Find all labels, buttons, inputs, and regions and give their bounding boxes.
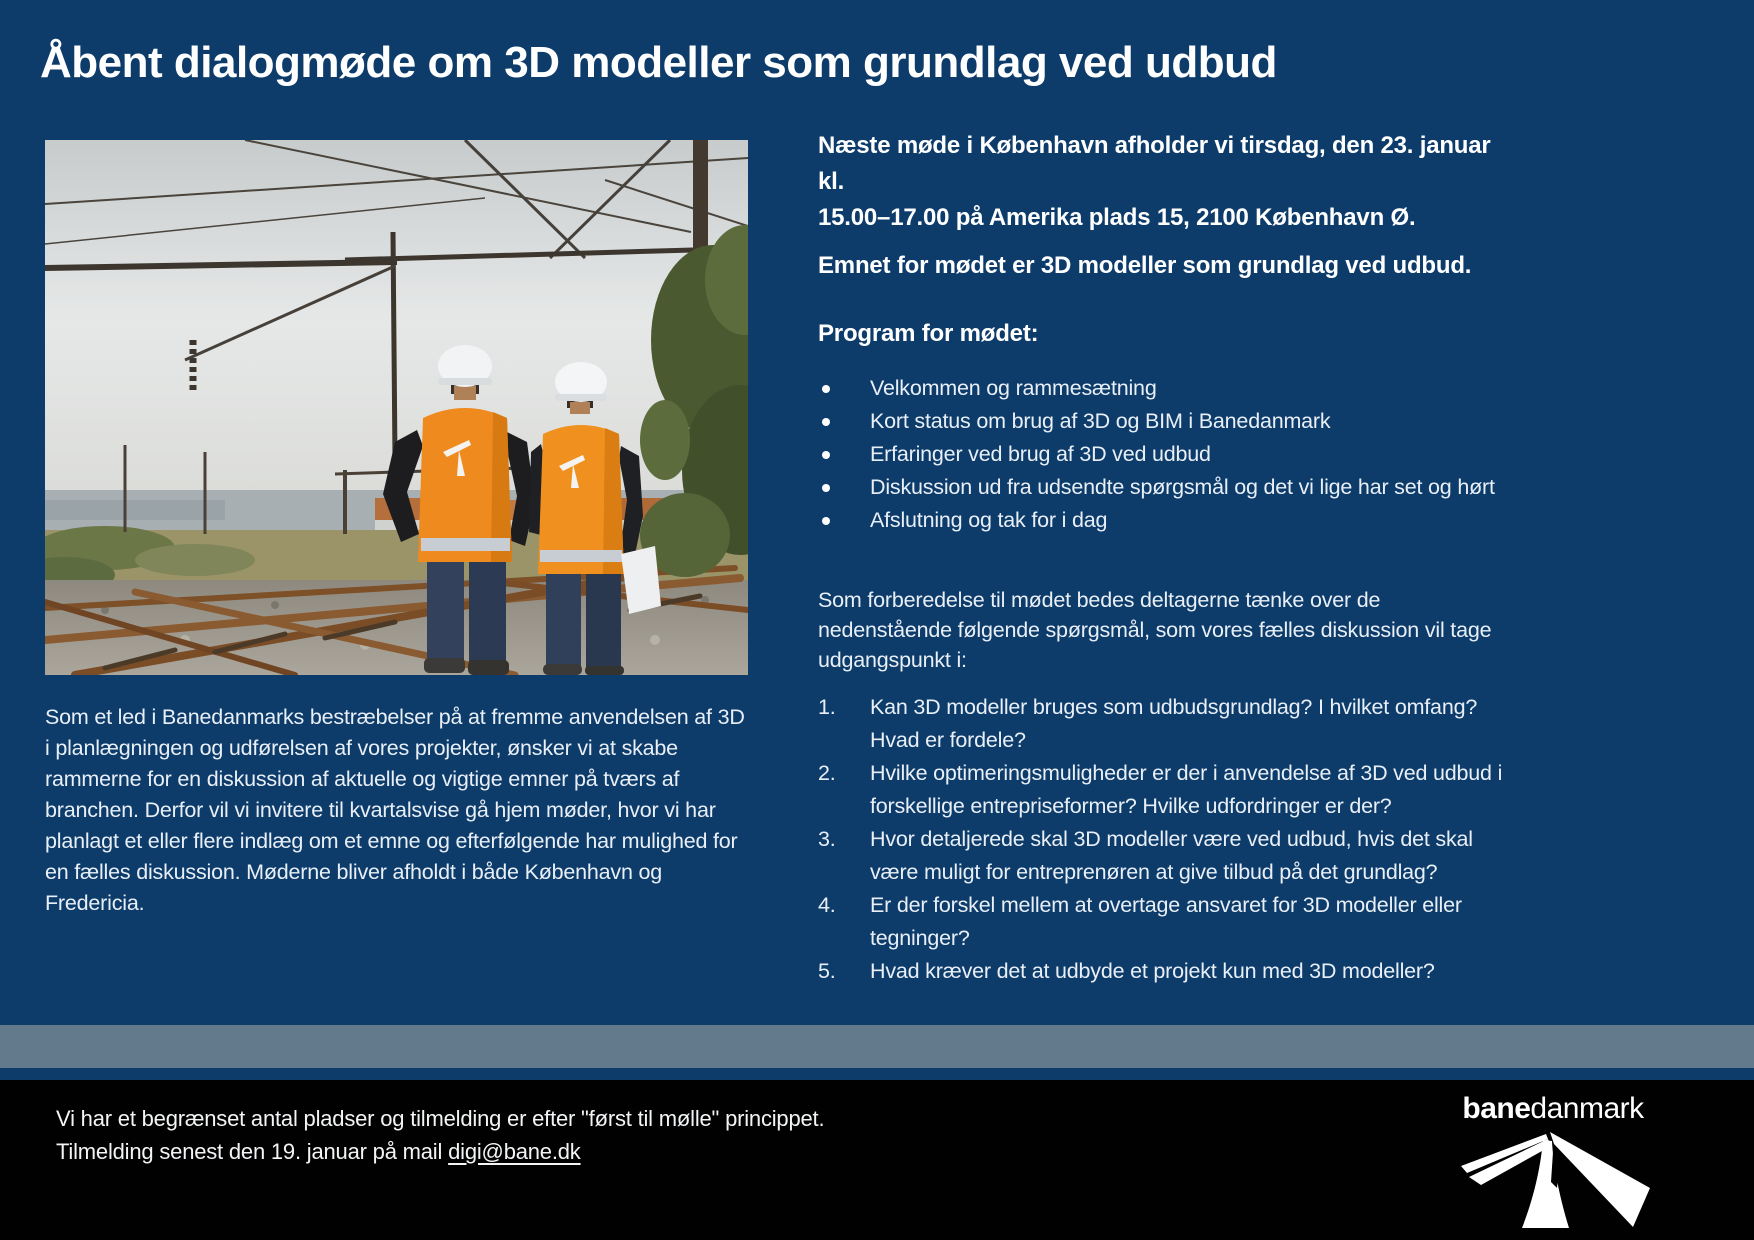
program-list xyxy=(818,372,1518,537)
intro-paragraph: Som et led i Banedanmarks bestræbelser på at fremme anvendelsen af 3D i planlægningen og udførelsen af vores projekter, ønsker vi at skabe rammerne for en diskussion af aktuelle og vigtige emner på tværs af branchen. Derfor vil vi invitere til kvartalsvise gå hjem møder, hvor vi har planlagt et eller flere indlæg om et emne og efterfølgende har mulighed for en fælles diskussion. Møderne bliver afholdt i både København og Fredericia. xyxy=(45,705,745,915)
meeting-details-column xyxy=(818,128,1518,988)
program-item-label: Kort status om brug af 3D og BIM i Banedanmark xyxy=(870,409,1331,433)
program-item xyxy=(818,471,1518,504)
registration-line2 xyxy=(56,1135,824,1168)
question-item xyxy=(818,757,1518,823)
preparation-text: Som forberedelse til mødet bedes deltagerne tænke over de nedenstående følgende spørgsmål, som vores fælles diskussion vil tage udgangspunkt i: xyxy=(818,588,1492,672)
bullet-icon xyxy=(822,385,830,393)
bullet-icon xyxy=(822,451,830,459)
question-text: Kan 3D modeller bruges som udbudsgrundlag? I hvilket omfang? Hvad er fordele? xyxy=(870,695,1478,752)
banedanmark-wordmark xyxy=(1448,1092,1658,1126)
question-item xyxy=(818,691,1518,757)
question-number: 1. xyxy=(818,695,836,719)
registration-line1: Vi har et begrænset antal pladser og tilmelding er efter "først til mølle" princippet. xyxy=(56,1106,825,1131)
gray-divider-band xyxy=(0,1025,1754,1068)
registration-line2-prefix: Tilmelding senest den 19. januar på mail xyxy=(56,1139,449,1164)
railway-photo-illustration xyxy=(45,140,748,675)
bullet-icon xyxy=(822,418,830,426)
meeting-topic: Emnet for mødet er 3D modeller som grundlag ved udbud. xyxy=(818,252,1472,279)
registration-info xyxy=(56,1102,824,1168)
question-text: Hvad kræver det at udbyde et projekt kun med 3D modeller? xyxy=(870,959,1435,983)
page-title: Åbent dialogmøde om 3D modeller som grundlag ved udbud xyxy=(40,38,1277,87)
railway-workers-photo xyxy=(45,140,748,675)
question-number: 2. xyxy=(818,761,836,785)
meeting-when-where-line1: Næste møde i København afholder vi tirsdag, den 23. januar kl. xyxy=(818,132,1491,195)
question-text: Hvilke optimeringsmuligheder er der i anvendelse af 3D ved udbud i forskellige entrepriseformer? Hvilke udfordringer er der? xyxy=(870,761,1503,818)
program-item-label: Diskussion ud fra udsendte spørgsmål og det vi lige har set og hørt xyxy=(870,475,1495,499)
banedanmark-logo xyxy=(1448,1092,1658,1230)
question-item xyxy=(818,955,1518,988)
program-item-label: Erfaringer ved brug af 3D ved udbud xyxy=(870,442,1211,466)
registration-email-link[interactable]: digi@bane.dk xyxy=(448,1139,581,1164)
question-number: 3. xyxy=(818,827,836,851)
question-list xyxy=(818,691,1518,988)
meeting-when-where-line2: 15.00–17.00 på Amerika plads 15, 2100 København Ø. xyxy=(818,204,1416,231)
question-text: Er der forskel mellem at overtage ansvaret for 3D modeller eller tegninger? xyxy=(870,893,1462,950)
wordmark-bold-part: bane xyxy=(1462,1092,1531,1125)
wordmark-light-part: danmark xyxy=(1530,1092,1644,1125)
program-item xyxy=(818,438,1518,471)
banedanmark-tracks-icon xyxy=(1453,1130,1653,1230)
question-number: 5. xyxy=(818,959,836,983)
footer-bar xyxy=(0,1080,1754,1240)
question-text: Hvor detaljerede skal 3D modeller være ved udbud, hvis det skal være muligt for entreprenøren at give tilbud på det grundlag? xyxy=(870,827,1473,884)
question-item xyxy=(818,823,1518,889)
program-item-label: Velkommen og rammesætning xyxy=(870,376,1157,400)
bullet-icon xyxy=(822,484,830,492)
program-item xyxy=(818,405,1518,438)
program-item xyxy=(818,504,1518,537)
program-heading: Program for mødet: xyxy=(818,320,1039,347)
program-item-label: Afslutning og tak for i dag xyxy=(870,508,1108,532)
question-number: 4. xyxy=(818,893,836,917)
program-item xyxy=(818,372,1518,405)
question-item xyxy=(818,889,1518,955)
bullet-icon xyxy=(822,517,830,525)
